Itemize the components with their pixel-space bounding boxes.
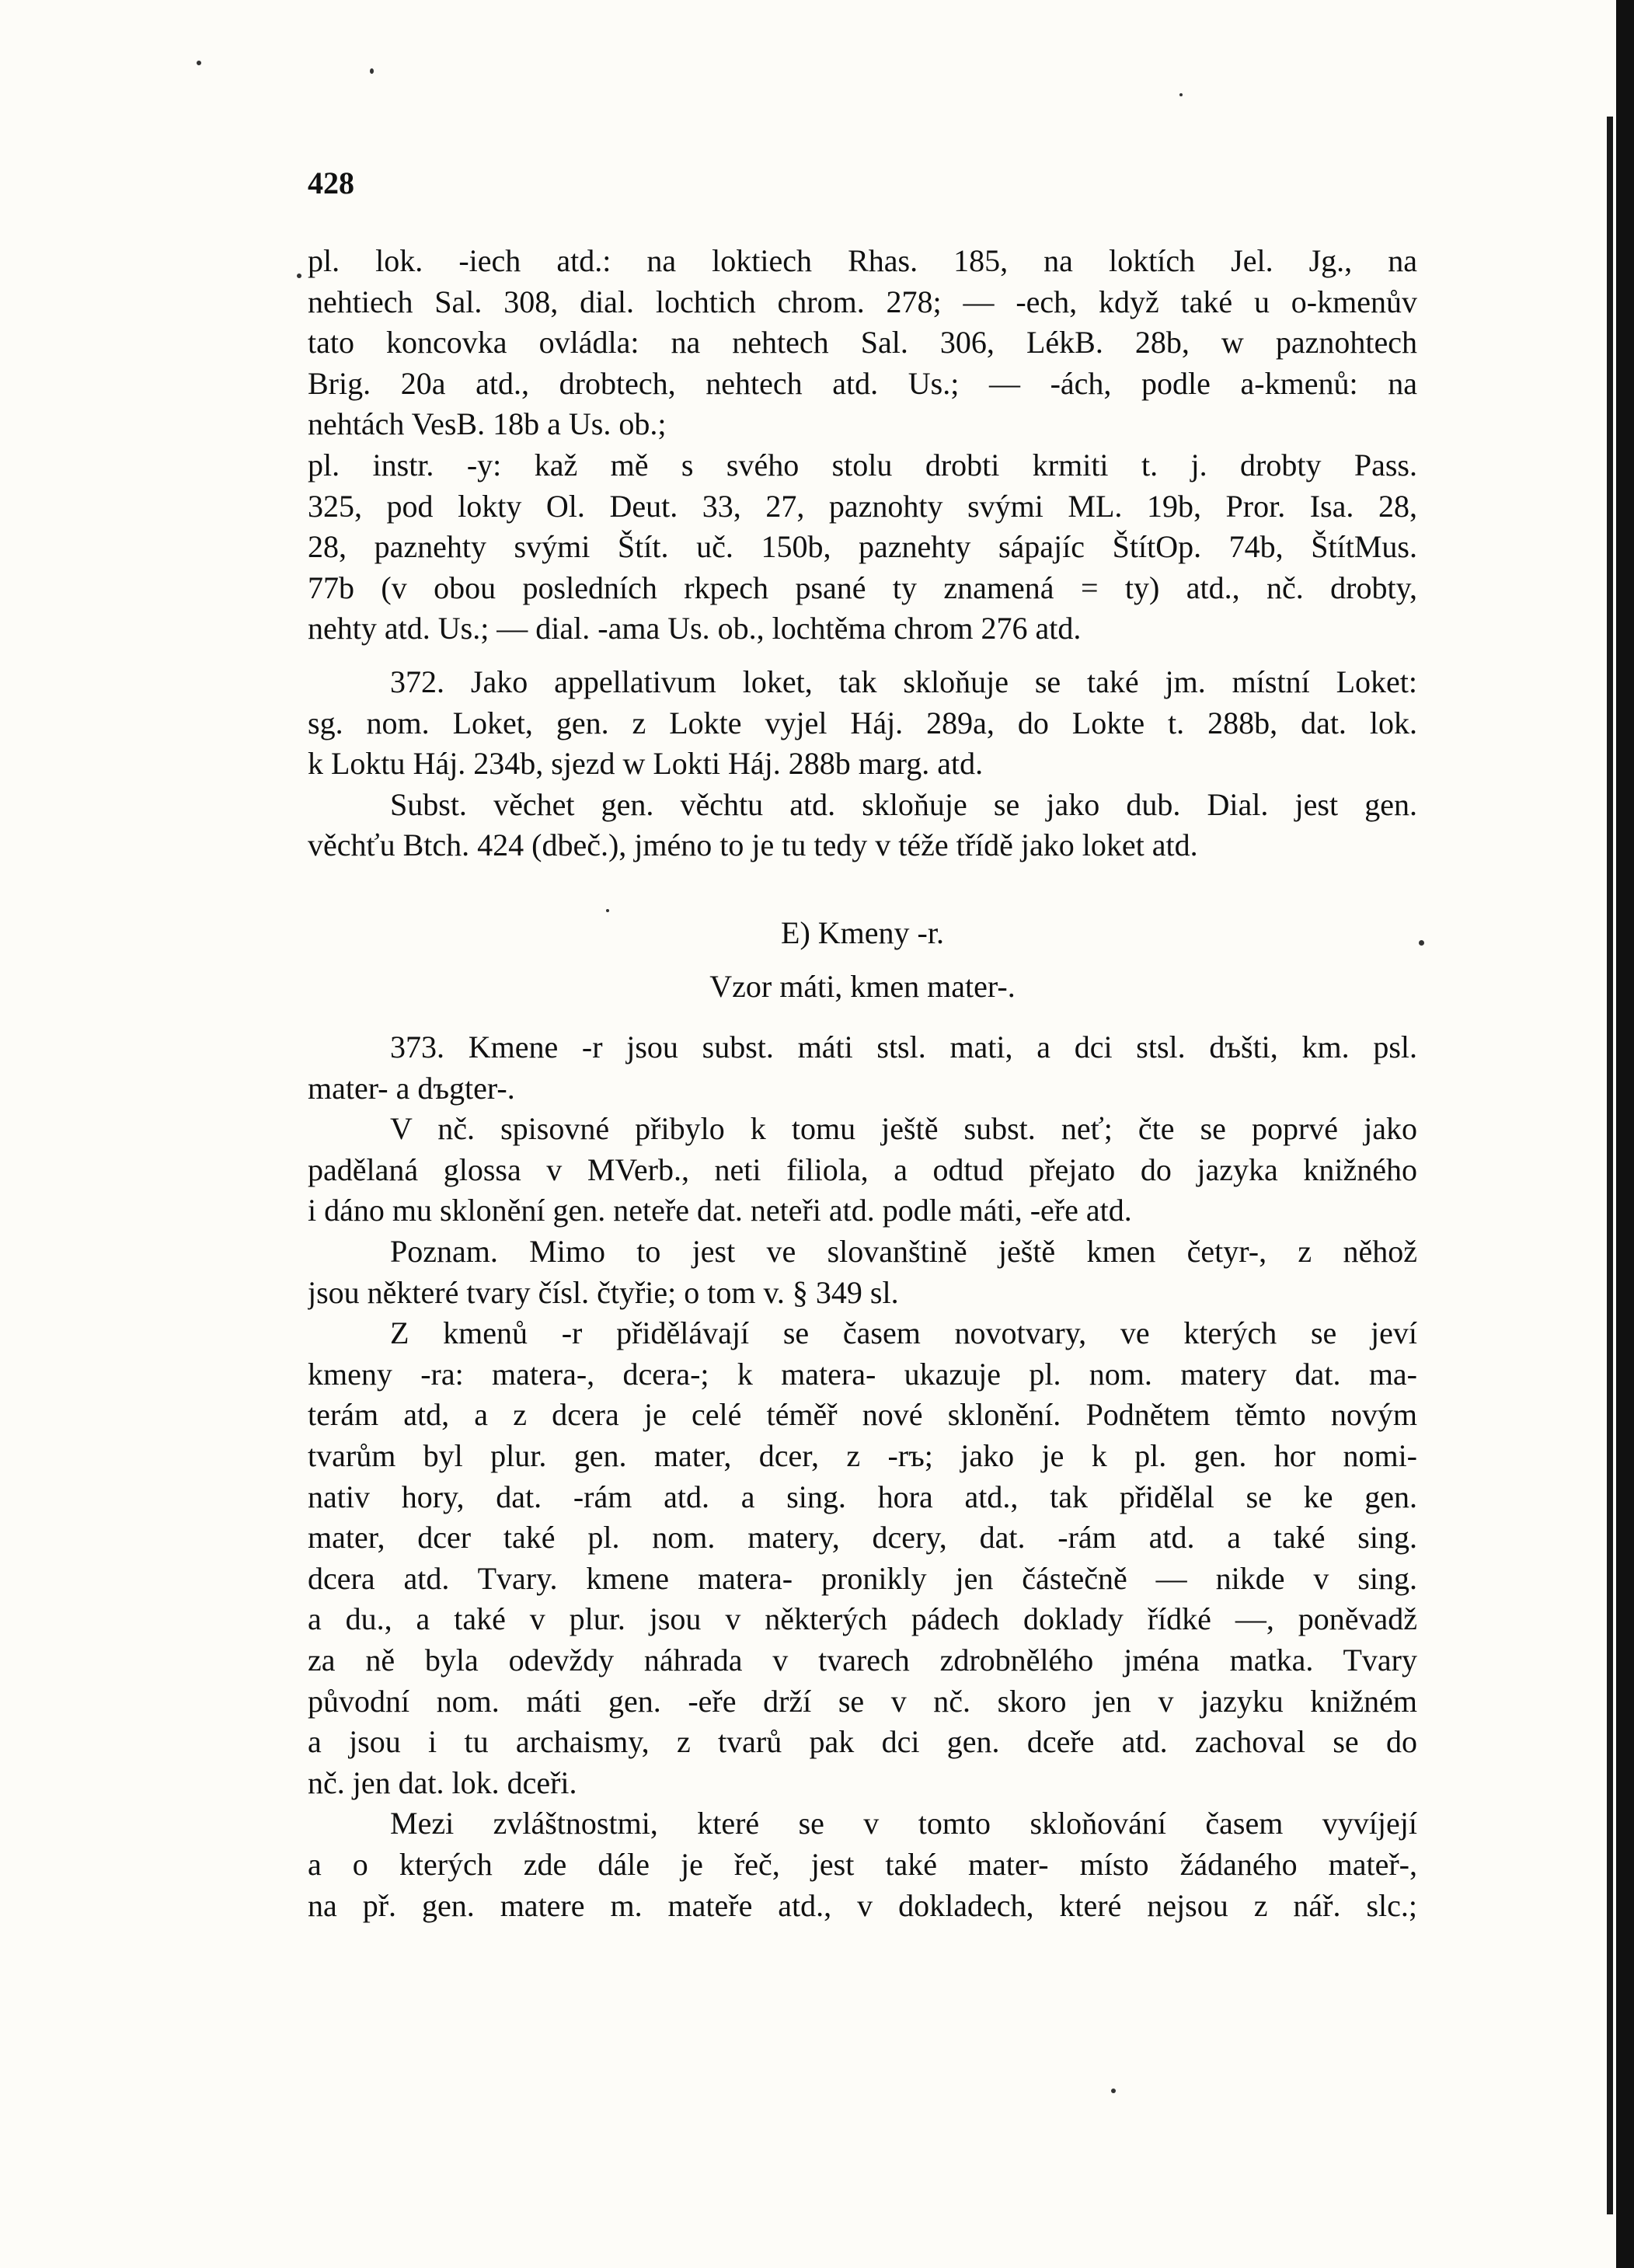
text-line: k Loktu Háj. 234b, sjezd w Lokti Háj. 288b marg. atd.	[308, 746, 984, 782]
text-line: V nč. spisovné přibylo k tomu ještě subst. neť; čte se poprvé jako	[390, 1111, 1417, 1147]
text-line: nehty atd. Us.; — dial. -ama Us. ob., lochtěma chrom 276 atd.	[308, 611, 1082, 646]
text-line: 28, paznehty svými Štít. uč. 150b, paznehty sápajíc ŠtítOp. 74b, ŠtítMus.	[308, 529, 1417, 565]
text-line: mater- a dъgter-.	[308, 1070, 515, 1106]
text-line: kmeny -ra: matera-, dcera-; k matera- ukazuje pl. nom. matery dat. ma-	[308, 1356, 1417, 1392]
text-line: nehtiech Sal. 308, dial. lochtich chrom. 278; — -ech, když také u o-kmenův	[308, 284, 1417, 319]
text-line: tato koncovka ovládla: na nehtech Sal. 306, LékB. 28b, w paznohtech	[308, 325, 1417, 361]
text-line: 77b (v obou posledních rkpech psané ty znamená = ty) atd., nč. drobty,	[308, 570, 1417, 605]
text-line: a jsou i tu archaismy, z tvarů pak dci gen. dceře atd. zachoval se do	[308, 1724, 1417, 1760]
text-line: nativ hory, dat. -rám atd. a sing. hora atd., tak přidělal se ke gen.	[308, 1479, 1417, 1514]
scan-border	[1616, 0, 1634, 2268]
paragraph-372-start: 372. Jako appellativum loket, tak skloňuje se také jm. místní Loket:	[390, 664, 1417, 699]
text-line: na př. gen. matere m. mateře atd., v dokladech, které nejsou z nář. slc.;	[308, 1887, 1417, 1923]
page-number: 428	[308, 165, 354, 200]
binding-edge	[1607, 117, 1613, 2214]
section-heading: E) Kmeny -r.	[781, 915, 944, 950]
text-line: tvarům byl plur. gen. mater, dcer, z -rъ; jako je k pl. gen. hor nomi-	[308, 1438, 1417, 1474]
text-line: a o kterých zde dále je řeč, jest také mater- místo žádaného mateř-,	[308, 1846, 1417, 1882]
text-line: nehtách VesB. 18b a Us. ob.;	[308, 406, 667, 442]
text-line: Mezi zvláštnostmi, které se v tomto skloňování časem vyvíjejí	[390, 1806, 1417, 1841]
speck	[1179, 93, 1183, 96]
text-line: Z kmenů -r přidělávají se časem novotvary, ve kterých se jeví	[390, 1315, 1417, 1351]
paragraph-373-start: 373. Kmene -r jsou subst. máti stsl. mati, a dci stsl. dъšti, km. psl.	[390, 1029, 1417, 1065]
text-line: a du., a také v plur. jsou v některých pádech doklady řídké —, poněvadž	[308, 1601, 1417, 1637]
text-line: nč. jen dat. lok. dceři.	[308, 1765, 577, 1800]
text-line: věchťu Btch. 424 (dbeč.), jméno to je tu tedy v téže třídě jako loket atd.	[308, 827, 1198, 863]
text-line: sg. nom. Loket, gen. z Lokte vyjel Háj. 289a, do Lokte t. 288b, dat. lok.	[308, 705, 1417, 740]
section-subheading: Vzor máti, kmen mater-.	[709, 968, 1016, 1004]
speck	[1419, 940, 1424, 946]
text-line: padělaná glossa v MVerb., neti filiola, a odtud přejato do jazyka knižného	[308, 1151, 1417, 1187]
text-line: Subst. věchet gen. věchtu atd. skloňuje se jako dub. Dial. jest gen.	[390, 786, 1417, 822]
speck	[606, 909, 609, 912]
text-line: dcera atd. Tvary. kmene matera- pronikly jen částečně — nikde v sing.	[308, 1560, 1417, 1596]
body-text	[308, 241, 1417, 1926]
text-line: pl. lok. -iech atd.: na loktiech Rhas. 185, na loktích Jel. Jg., na	[308, 243, 1417, 278]
text-line: původní nom. máti gen. -eře drží se v nč. skoro jen v jazyku knižném	[308, 1683, 1417, 1719]
text-line: za ně byla odevždy náhrada v tvarech zdrobnělého jména matka. Tvary	[308, 1643, 1417, 1677]
text-line: mater, dcer také pl. nom. matery, dcery, dat. -rám atd. a také sing.	[308, 1520, 1417, 1556]
speck	[1111, 2089, 1116, 2093]
text-line: terám atd, a z dcera je celé téměř nové sklonění. Podnětem těmto novým	[308, 1397, 1417, 1433]
speck	[370, 68, 374, 74]
text-line: pl. instr. -y: kaž mě s svého stolu drobti krmiti t. j. drobty Pass.	[308, 447, 1417, 483]
text-line: Brig. 20a atd., drobtech, nehtech atd. Us.; — -ách, podle a-kmenů: na	[308, 365, 1417, 401]
speck	[197, 61, 201, 65]
speck	[297, 273, 301, 278]
text-line: i dáno mu sklonění gen. neteře dat. neteři atd. podle máti, -eře atd.	[308, 1193, 1132, 1228]
text-line: jsou některé tvary čísl. čtyřie; o tom v. § 349 sl.	[308, 1274, 899, 1310]
text-line: 325, pod lokty Ol. Deut. 33, 27, paznohty svými ML. 19b, Pror. Isa. 28,	[308, 488, 1417, 524]
text-line: Poznam. Mimo to jest ve slovanštině ještě kmen četyr-, z něhož	[390, 1234, 1417, 1270]
